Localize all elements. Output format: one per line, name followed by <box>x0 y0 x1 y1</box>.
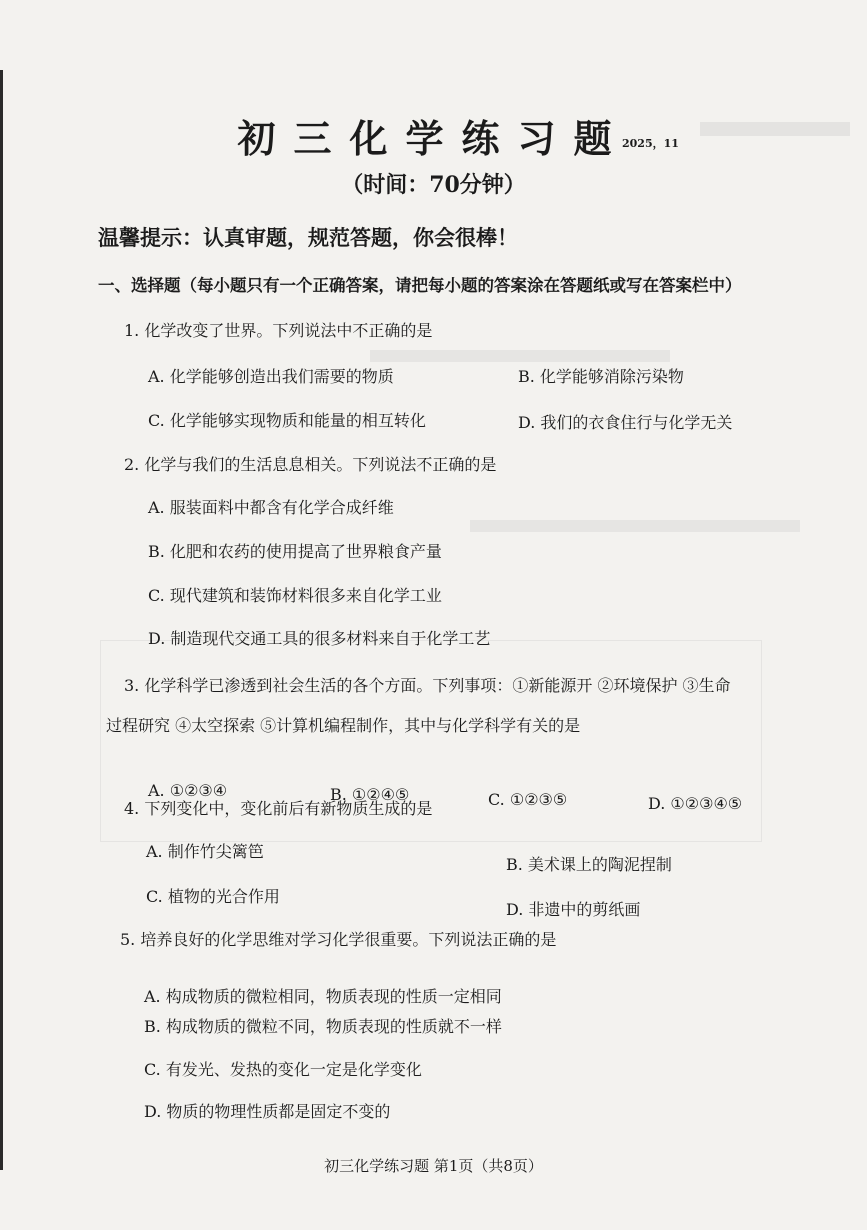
question-3-option-d: D. ①②③④⑤ <box>648 794 743 813</box>
page-footer: 初三化学练习题 第1页（共8页） <box>324 1157 543 1175</box>
question-4-option-c: C. 植物的光合作用 <box>146 887 280 906</box>
question-2-stem: 2. 化学与我们的生活息息相关。下列说法不正确的是 <box>124 455 497 474</box>
bleed-through-mark <box>370 350 670 362</box>
question-5-option-a: A. 构成物质的微粒相同，物质表现的性质一定相同 <box>144 987 502 1006</box>
question-3-option-c: C. ①②③⑤ <box>488 790 568 809</box>
section-heading: 一、选择题（每小题只有一个正确答案，请把每小题的答案涂在答题纸或写在答案栏中） <box>98 276 742 295</box>
question-2-option-c: C. 现代建筑和装饰材料很多来自化学工业 <box>148 586 442 605</box>
question-4-option-b: B. 美术课上的陶泥捏制 <box>506 855 672 874</box>
question-2-option-a: A. 服装面料中都含有化学合成纤维 <box>148 498 394 517</box>
question-3-option-b: B. ①②④⑤ <box>330 785 410 804</box>
question-4-option-a: A. 制作竹尖篱笆 <box>146 842 264 861</box>
page-title: 初三化学练习题 <box>237 116 630 161</box>
question-1-option-c: C. 化学能够实现物质和能量的相互转化 <box>148 411 426 430</box>
question-1-option-a: A. 化学能够创造出我们需要的物质 <box>148 367 394 386</box>
date-label: 2025，11 <box>622 137 679 150</box>
question-5-stem: 5. 培养良好的化学思维对学习化学很重要。下列说法正确的是 <box>120 930 557 949</box>
question-2-option-d: D. 制造现代交通工具的很多材料来自于化学工艺 <box>148 629 491 648</box>
question-1-option-b: B. 化学能够消除污染物 <box>518 367 684 386</box>
question-3-option-a: A. ①②③④ <box>148 781 228 800</box>
question-2-option-b: B. 化肥和农药的使用提高了世界粮食产量 <box>148 542 442 561</box>
question-4-stem: 4. 下列变化中，变化前后有新物质生成的是 <box>124 799 433 818</box>
question-1-stem: 1. 化学改变了世界。下列说法中不正确的是 <box>124 321 433 340</box>
question-1-option-d: D. 我们的衣食住行与化学无关 <box>518 413 733 432</box>
time-note: （时间：70分钟） <box>341 172 526 198</box>
tip-text: 温馨提示：认真审题，规范答题，你会很棒！ <box>98 225 518 250</box>
bleed-through-mark <box>470 520 800 532</box>
question-5-option-d: D. 物质的物理性质都是固定不变的 <box>144 1102 391 1121</box>
question-3-stem-line-2: 过程研究 ④太空探索 ⑤计算机编程制作，其中与化学科学有关的是 <box>106 716 581 735</box>
title-row <box>0 108 867 163</box>
question-4-option-d: D. 非遗中的剪纸画 <box>506 900 641 919</box>
question-3-stem-line-1: 3. 化学科学已渗透到社会生活的各个方面。下列事项：①新能源开 ②环境保护 ③生命 <box>124 676 731 695</box>
page-left-edge <box>0 70 3 1170</box>
question-5-option-b: B. 构成物质的微粒不同，物质表现的性质就不一样 <box>144 1017 502 1036</box>
question-5-option-c: C. 有发光、发热的变化一定是化学变化 <box>144 1060 422 1079</box>
